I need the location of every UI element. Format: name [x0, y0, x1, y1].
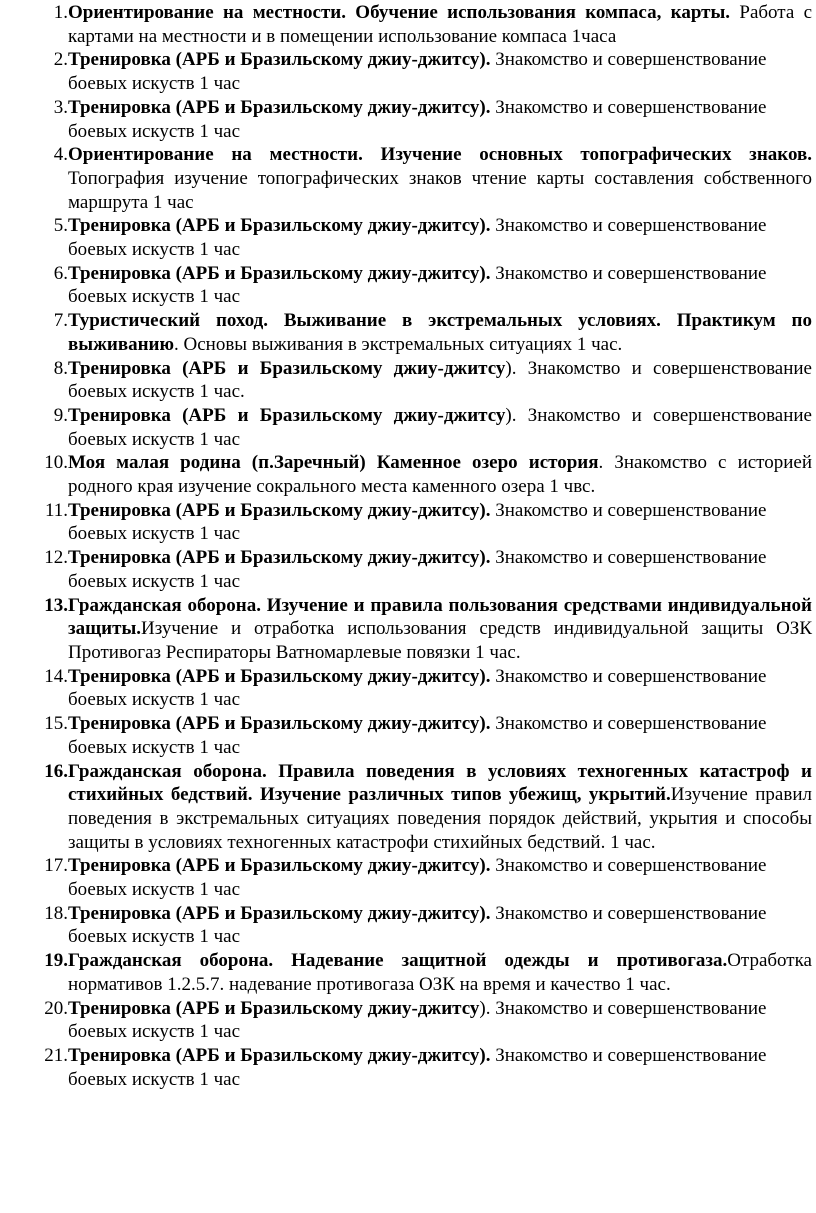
item-number: 6.: [53, 262, 68, 284]
item-text: [68, 499, 812, 546]
item-text: [68, 997, 812, 1044]
list-item: [30, 309, 812, 356]
item-number: 15.: [44, 713, 68, 735]
item-description: Знакомство и совершенствование боевых искуств 1 час: [68, 547, 767, 592]
item-number: 8.: [53, 357, 68, 379]
list-item: [30, 902, 812, 949]
list-item: [30, 997, 812, 1044]
item-heading: Моя малая родина (п.Заречный) Каменное озеро история: [68, 452, 599, 474]
item-description: Работа с картами на местности и в помещении использование компаса 1часа: [68, 2, 812, 47]
item-number: 9.: [53, 404, 68, 426]
item-heading: Гражданская оборона. Изучение и правила пользования средствами индивидуальной защиты.: [68, 594, 812, 640]
item-text: [68, 546, 812, 593]
item-text: [68, 357, 812, 404]
item-description: ). Знакомство и совершенствование боевых искуств 1 час: [68, 404, 812, 450]
item-number: 18.: [44, 902, 68, 924]
list-item: [30, 404, 812, 451]
list-item: [30, 1, 812, 48]
item-text: [68, 594, 812, 665]
item-description: Знакомство и совершенствование боевых искуств 1 час: [68, 902, 767, 948]
item-heading: Тренировка (АРБ и Бразильскому джиу-джитсу: [68, 404, 506, 426]
item-text: [68, 404, 812, 451]
list-item: [30, 949, 812, 996]
item-description: Знакомство и совершенствование боевых искуств 1 час: [68, 665, 767, 711]
item-heading: Гражданская оборона. Правила поведения в условиях техногенных катастроф и стихийных бедствий. Изучение различных типов убежищ, укрытий.: [68, 760, 812, 806]
item-heading: Тренировка (АРБ и Бразильскому джиу-джитсу).: [68, 547, 491, 569]
list-item: [30, 499, 812, 546]
item-description: Знакомство и совершенствование боевых искуств 1 час: [68, 1044, 767, 1090]
item-heading: Тренировка (АРБ и Бразильскому джиу-джитсу).: [68, 215, 491, 237]
item-description: Знакомство и совершенствование боевых искуств 1 час: [68, 262, 767, 308]
item-number: 12.: [44, 547, 68, 569]
item-text: [68, 949, 812, 996]
item-description: ). Знакомство и совершенствование боевых искуств 1 час: [68, 997, 767, 1043]
item-number: 14.: [44, 665, 68, 687]
item-heading: Тренировка (АРБ и Бразильскому джиу-джитсу: [68, 997, 480, 1019]
item-number: 7.: [53, 310, 68, 332]
item-heading: Ориентирование на местности. Обучение использования компаса, карты.: [68, 2, 731, 23]
item-heading: Тренировка (АРБ и Бразильскому джиу-джитсу).: [68, 713, 491, 735]
item-description: Знакомство и совершенствование боевых искуств 1 час: [68, 215, 767, 261]
item-text: [68, 451, 812, 498]
item-description: Знакомство и совершенствование боевых искуств 1 час: [68, 49, 767, 95]
item-text: [68, 854, 812, 901]
item-description: ). Знакомство и совершенствование боевых искуств 1 час.: [68, 357, 812, 403]
item-heading: Тренировка (АРБ и Бразильскому джиу-джитсу).: [68, 262, 491, 284]
list-item: [30, 262, 812, 309]
list-item: [30, 48, 812, 95]
item-text: [68, 48, 812, 95]
item-number: 3.: [53, 96, 68, 118]
item-number: 16.: [44, 760, 68, 782]
list-item: [30, 96, 812, 143]
item-text: [68, 96, 812, 143]
item-text: [68, 309, 812, 356]
item-heading: Гражданская оборона. Надевание защитной одежды и противогаза.: [68, 950, 728, 972]
list-item: [30, 451, 812, 498]
list-item: [30, 1044, 812, 1091]
item-number: 13.: [44, 594, 68, 616]
list-item: [30, 760, 812, 855]
item-number: 21.: [44, 1044, 68, 1066]
item-number: 1.: [53, 2, 68, 23]
item-text: [68, 262, 812, 309]
item-text: [68, 1, 812, 48]
item-text: [68, 665, 812, 712]
item-description: Знакомство и совершенствование боевых искуств 1 час: [68, 713, 767, 758]
item-description: Топография изучение топографических знаков чтение карты составления собственного маршрута 1 час: [68, 167, 812, 213]
item-number: 20.: [44, 997, 68, 1019]
item-heading: Туристический поход. Выживание в экстремальных условиях. Практикум по выживанию: [68, 310, 812, 355]
item-description: Знакомство и совершенствование боевых искуств 1 час: [68, 96, 767, 142]
item-text: [68, 214, 812, 261]
item-text: [68, 902, 812, 949]
item-number: 19.: [44, 950, 68, 972]
item-description: Знакомство и совершенствование боевых искуств 1 час: [68, 499, 767, 545]
list-item: [30, 665, 812, 712]
list-item: [30, 594, 812, 665]
item-heading: Тренировка (АРБ и Бразильскому джиу-джитсу).: [68, 902, 491, 924]
item-heading: Тренировка (АРБ и Бразильскому джиу-джитсу: [68, 357, 506, 379]
item-description: Изучение и отработка использования средств индивидуальной защиты ОЗК Противогаз Респираторы Ватномарлевые повязки 1 час.: [68, 618, 812, 663]
item-description: Изучение правил поведения в экстремальных ситуациях поведения порядок действий, укрытия и способы защиты в условиях техногенных катастрофи стихийных бедствий. 1 час.: [68, 784, 812, 853]
item-heading: Тренировка (АРБ и Бразильскому джиу-джитсу).: [68, 665, 491, 687]
item-text: [68, 143, 812, 214]
item-heading: Тренировка (АРБ и Бразильскому джиу-джитсу).: [68, 1044, 491, 1066]
item-description: Отработка нормативов 1.2.5.7. надевание противогаза ОЗК на время и качество 1 час.: [68, 950, 812, 995]
item-number: 4.: [53, 144, 68, 166]
item-heading: Тренировка (АРБ и Бразильскому джиу-джитсу).: [68, 96, 491, 118]
item-number: 17.: [44, 855, 68, 877]
list-item: [30, 712, 812, 759]
item-heading: Тренировка (АРБ и Бразильскому джиу-джитсу).: [68, 855, 491, 877]
item-heading: Ориентирование на местности. Изучение основных топографических знаков.: [68, 144, 812, 166]
item-text: [68, 760, 812, 855]
item-number: 11.: [44, 499, 68, 521]
item-heading: Тренировка (АРБ и Бразильскому джиу-джитсу).: [68, 49, 491, 71]
item-number: 2.: [53, 49, 68, 71]
list-item: [30, 214, 812, 261]
item-heading: Тренировка (АРБ и Бразильскому джиу-джитсу).: [68, 499, 491, 521]
list-item: [30, 357, 812, 404]
item-number: 10.: [44, 452, 68, 474]
item-text: [68, 1044, 812, 1091]
item-text: [68, 712, 812, 759]
list-item: [30, 854, 812, 901]
item-description: Знакомство и совершенствование боевых искуств 1 час: [68, 855, 767, 901]
list-item: [30, 546, 812, 593]
list-item: [30, 143, 812, 214]
item-description: . Основы выживания в экстремальных ситуациях 1 час.: [174, 333, 623, 355]
document-body: [30, 1, 812, 1091]
item-description: . Знакомство с историей родного края изучение сокрального места каменного озера 1 чвс.: [68, 452, 812, 498]
item-number: 5.: [53, 215, 68, 237]
